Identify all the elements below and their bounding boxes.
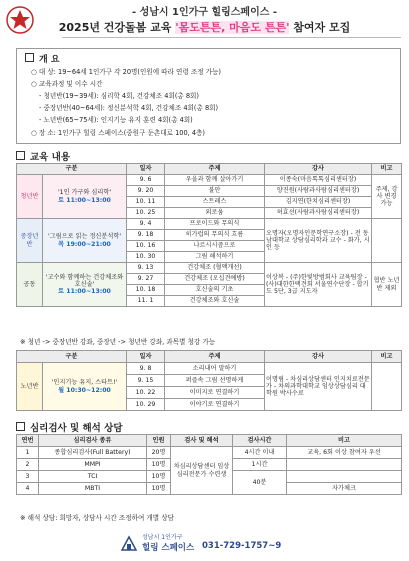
page-header xyxy=(0,0,409,44)
course-cell: '고수와 함께하는 건강체조와 호신술' 토 11:00~13:00 xyxy=(43,263,127,307)
lecturer-cell: 양진원(사람과사람심리센터장) xyxy=(265,186,372,197)
overview-box xyxy=(16,48,401,144)
lecturer-cell: 이상복 - (주)한빛방범회사 교육팀장 - (사)대한한택견회 서울연수단장 - 합기도 5단, 3급 지도자 xyxy=(265,263,372,307)
col-header: 구분 xyxy=(17,351,127,363)
col-header: 일자 xyxy=(127,351,165,363)
count-cell: 10명 xyxy=(147,459,171,471)
psy-note-cell xyxy=(287,471,402,483)
time-cell: 40분 xyxy=(233,471,287,495)
topic-cell: 이야기로 연결하기 xyxy=(165,399,265,411)
col-header: 검사시간 xyxy=(233,435,287,447)
overview-title: 개 요 xyxy=(25,52,60,65)
title-suffix: 참여자 모집 xyxy=(293,21,351,34)
count-cell: 20명 xyxy=(147,447,171,459)
col-header: 비고 xyxy=(372,164,402,175)
type-cell: MBTI xyxy=(39,483,147,495)
col-header: 인원 xyxy=(147,435,171,447)
topic-cell: 우울과 함께 살아가기 xyxy=(165,175,265,186)
topic-cell: 히가럽의 무의식 흐름 xyxy=(165,230,265,241)
topic-cell: 퍼즐속 그림 선명하게 xyxy=(165,375,265,387)
no-cell: 2 xyxy=(17,459,39,471)
date-cell: 9. 15 xyxy=(127,375,165,387)
date-cell: 10. 16 xyxy=(127,241,165,252)
lecturer-cell: 이종숙(마음톡톡심리센터장) xyxy=(265,175,372,186)
count-cell: 10명 xyxy=(147,483,171,495)
col-header: 주제 xyxy=(165,164,265,175)
psy-footnote: ※ 해석 상담: 희망자, 상담사 시간 조정하여 개별 상담 xyxy=(20,514,175,522)
edu-section-title: 교육 내용 xyxy=(16,149,70,163)
col-header: 강사 xyxy=(265,164,372,175)
topic-cell: 스트레스 xyxy=(165,197,265,208)
note-cell: 협반 노년반 제외 xyxy=(372,263,402,307)
overview-line: ○ 대 상: 19~64세 1인가구 각 20명(인원에 따라 연령 조정 가능) xyxy=(31,68,221,76)
psy-note-cell: 자가체크 xyxy=(287,483,402,495)
lecturer-cell: 이명림 - 차심리상담센터 인지치료전문가 - 차의과학대학교 임상상담심리 대학원 박사수료 xyxy=(265,363,372,411)
type-cell: TCI xyxy=(39,471,147,483)
topic-cell: 소리내어 말하기 xyxy=(165,363,265,375)
date-cell: 9. 13 xyxy=(127,263,165,274)
col-header: 심리검사 종류 xyxy=(39,435,147,447)
time-cell: 1시간 xyxy=(233,459,287,471)
col-header: 구분 xyxy=(17,164,127,175)
topic-cell: 호신술의 기초 xyxy=(165,285,265,296)
overview-line: - 중장년반(40~64세): 정신분석학 4회, 건강체조 4회(총 8회) xyxy=(39,104,219,112)
group-youth: 청년반 xyxy=(17,175,43,219)
note-cell xyxy=(372,219,402,263)
no-cell: 1 xyxy=(17,447,39,459)
topic-cell: 이미지로 연결하기 xyxy=(165,387,265,399)
date-cell: 9. 8 xyxy=(127,363,165,375)
course-cell: '1인 가구와 심리학' 토 11:00~13:00 xyxy=(43,175,127,219)
header-title xyxy=(0,19,409,35)
count-cell: 10명 xyxy=(147,471,171,483)
note-cell: 주제, 강사 변경 가능 xyxy=(372,175,402,219)
col-header: 일자 xyxy=(127,164,165,175)
header-subtitle: - 성남시 1인가구 힐링스페이스 - xyxy=(131,7,278,18)
title-prefix: 2025년 건강돌봄 교육 xyxy=(58,21,172,34)
no-cell: 4 xyxy=(17,483,39,495)
edu-table xyxy=(16,163,402,307)
group-middle: 중장년반 xyxy=(17,219,43,263)
topic-cell: 나르시시즘으로 xyxy=(165,241,265,252)
date-cell: 9. 6 xyxy=(127,175,165,186)
senior-table xyxy=(16,350,402,411)
col-header: 연번 xyxy=(17,435,39,447)
note-cell xyxy=(372,363,402,411)
psy-note-cell xyxy=(287,459,402,471)
type-cell: 종합심리검사(Full Battery) xyxy=(39,447,147,459)
footer-logo xyxy=(120,532,290,556)
course-cell: '인지기능 유지, 스타트!' 월 10:30~12:00 xyxy=(43,363,127,411)
group-common: 공동 xyxy=(17,263,43,307)
topic-cell: 프로이드와 무의식 xyxy=(165,219,265,230)
date-cell: 9. 27 xyxy=(127,274,165,285)
topic-cell: 그림 해석하기 xyxy=(165,252,265,263)
date-cell: 10. 29 xyxy=(127,399,165,411)
psy-section-title: 심리검사 및 해석 상담 xyxy=(16,420,123,434)
no-cell: 3 xyxy=(17,471,39,483)
footer-small-text: 성남시 1인가구 xyxy=(142,534,183,541)
psy-note-cell: 교육, 6회 이상 참여자 우선 xyxy=(287,447,402,459)
topic-cell: 건강체조 (오십견예방) xyxy=(165,274,265,285)
flow-note: ※ 청년 -> 중장년반 강좌, 중장년 -> 청년반 강좌, 과목별 청강 가능 xyxy=(20,338,216,346)
footer-phone: 031-729-1757~9 xyxy=(202,541,282,551)
lecturer-cell: 오명자(오명자인문학연구소장) - 전 동남대학교 상담심리학과 교수 - 화가, 시인 등 xyxy=(265,219,372,263)
date-cell: 10. 30 xyxy=(127,252,165,263)
lecturer-cell: 김지연(한치심리센터장) xyxy=(265,197,372,208)
time-cell: 4시간 이내 xyxy=(233,447,287,459)
date-cell: 10. 11 xyxy=(127,197,165,208)
lecturer-cell: 허효선(사람과사람심리센터장) xyxy=(265,208,372,219)
course-cell: '그림으로 읽는 정신분석학' 목 19:00~21:00 xyxy=(43,219,127,263)
col-header: 검사 및 해석 xyxy=(171,435,233,447)
date-cell: 9. 20 xyxy=(127,186,165,197)
topic-cell: 건강체조 (혈액개선) xyxy=(165,263,265,274)
header-divider xyxy=(62,37,401,38)
col-header: 주제 xyxy=(165,351,265,363)
overview-line: ○ 장 소: 1인가구 힐링 스페이스(중원구 둔촌대로 100, 4층) xyxy=(31,129,205,137)
col-header: 비고 xyxy=(372,351,402,363)
date-cell: 9. 18 xyxy=(127,230,165,241)
psy-table xyxy=(16,434,402,495)
topic-cell: 건강체조와 호신술 xyxy=(165,296,265,307)
group-senior: 노년반 xyxy=(17,363,43,411)
footer-name: 힐링 스페이스 xyxy=(142,543,195,553)
overview-line: - 청년반(19~39세): 심리학 4회, 건강체조 4회(총 8회) xyxy=(39,92,199,100)
date-cell: 10. 22 xyxy=(127,387,165,399)
date-cell: 10. 18 xyxy=(127,285,165,296)
title-highlight: '몸도튼튼, 마음도 튼튼' xyxy=(175,21,290,34)
overview-line: ○ 교육과정 및 이수 시간 xyxy=(31,80,103,88)
healing-space-logo-icon xyxy=(120,534,138,552)
topic-cell: 불안 xyxy=(165,186,265,197)
method-cell: 차심리상담센터 임상심리전문가 수련생 xyxy=(171,447,233,495)
date-cell: 11. 1 xyxy=(127,296,165,307)
type-cell: MMPI xyxy=(39,459,147,471)
col-header: 비고 xyxy=(287,435,402,447)
overview-line: - 노년반(65~75세): 인지기능 유지 훈련 4회(총 4회) xyxy=(39,116,193,124)
col-header: 강사 xyxy=(265,351,372,363)
date-cell: 9. 4 xyxy=(127,219,165,230)
date-cell: 10. 25 xyxy=(127,208,165,219)
topic-cell: 외로움 xyxy=(165,208,265,219)
